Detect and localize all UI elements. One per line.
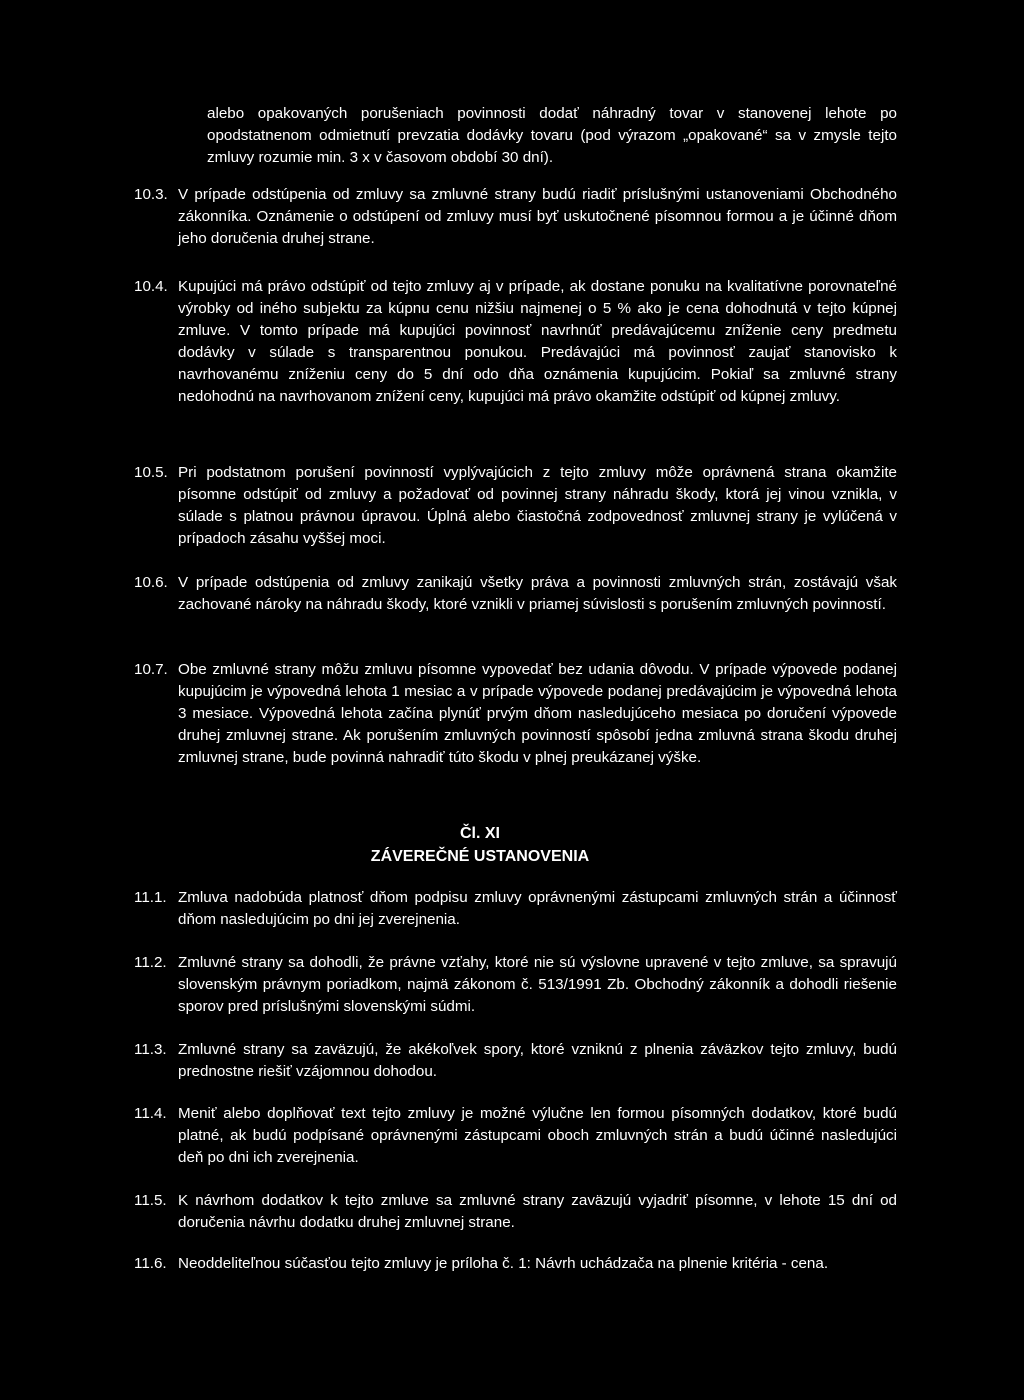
- clause-10-5: [134, 462, 897, 550]
- clause-number: 11.5.: [134, 1192, 167, 1209]
- clause-text: V prípade odstúpenia od zmluvy zanikajú všetky práva a povinnosti zmluvných strán, zostávajú však zachované nároky na náhradu škody, ktoré vznikli v priamej súvislosti s porušením zmluvných povinností.: [178, 574, 897, 613]
- clause-number: 10.6.: [134, 574, 168, 591]
- clause-text: Kupujúci má právo odstúpiť od tejto zmluvy aj v prípade, ak dostane ponuku na kvalitatívne porovnateľné výrobky od iného subjektu za kúpnu cenu nižšiu najmenej o 5 % ako je cena dohodnutá v tejto kúpnej zmluve. V tomto prípade má kupujúci povinnosť navrhnúť predávajúcemu zníženie ceny predmetu dodávky v súlade s transparentnou ponukou. Predávajúci má povinnosť zaujať stanovisko k navrhovanému zníženiu ceny do 5 dní odo dňa oznámenia kupujúcim. Pokiaľ sa zmluvné strany nedohodnú na navrhovanom znížení ceny, kupujúci má právo okamžite odstúpiť od kúpnej zmluvy.: [178, 278, 897, 405]
- clause-number: 10.4.: [134, 278, 168, 295]
- clause-number: 11.4.: [134, 1105, 167, 1122]
- clause-number: 10.3.: [134, 186, 168, 203]
- intro-paragraph: alebo opakovaných porušeniach povinnosti dodať náhradný tovar v stanovenej lehote po opodstatnenom odmietnutí prevzatia dodávky tovaru (pod výrazom „opakované“ sa v zmysle tejto zmluvy rozumie min. 3 x v časovom období 30 dní).: [207, 105, 897, 166]
- article-number: Čl. XI: [459, 825, 500, 842]
- clause-number: 11.1.: [134, 889, 167, 906]
- clause-10-3: [134, 184, 897, 250]
- clause-10-4: [134, 276, 897, 408]
- clause-text: Obe zmluvné strany môžu zmluvu písomne vypovedať bez udania dôvodu. V prípade výpovede podanej kupujúcim je výpovedná lehota 1 mesiac a v prípade výpovede podanej predávajúcim je výpovedná lehota 3 mesiace. Výpovedná lehota začína plynúť prvým dňom nasledujúceho mesiaca po doručení výpovede druhej zmluvnej strane. Ak porušením zmluvných povinností spôsobí jedna zmluvná strana škodu druhej zmluvnej strane, bude povinná nahradiť túto škodu v plnej preukázanej výške.: [178, 661, 897, 766]
- clause-number: 11.2.: [134, 954, 167, 971]
- clause-10-7: [134, 659, 897, 769]
- article-title: ZÁVEREČNÉ USTANOVENIA: [370, 848, 590, 865]
- clause-text: Zmluvné strany sa zaväzujú, že akékoľvek spory, ktoré vzniknú z plnenia záväzkov tejto zmluvy, budú prednostne riešiť vzájomnou dohodou.: [178, 1041, 897, 1080]
- clause-number: 10.7.: [134, 661, 168, 678]
- clause-number: 11.3.: [134, 1041, 167, 1058]
- clause-11-6: [134, 1253, 897, 1275]
- clause-11-2: [134, 952, 897, 1018]
- clause-text: K návrhom dodatkov k tejto zmluve sa zmluvné strany zaväzujú vyjadriť písomne, v lehote 15 dní od doručenia návrhu dodatku druhej zmluvnej strane.: [178, 1192, 897, 1231]
- clause-text: Neoddeliteľnou súčasťou tejto zmluvy je príloha č. 1: Návrh uchádzača na plnenie kritéria - cena.: [178, 1255, 829, 1272]
- clause-number: 11.6.: [134, 1255, 167, 1272]
- clause-text: V prípade odstúpenia od zmluvy sa zmluvné strany budú riadiť príslušnými ustanoveniami Obchodného zákonníka. Oznámenie o odstúpení od zmluvy musí byť uskutočnené písomnou formou a je účinné dňom jeho doručenia druhej strane.: [178, 186, 897, 247]
- clause-10-6: [134, 572, 897, 616]
- clause-text: Zmluva nadobúda platnosť dňom podpisu zmluvy oprávnenými zástupcami zmluvných strán a účinnosť dňom nasledujúcim po dni jej zverejnenia.: [178, 889, 897, 928]
- clause-text: Meniť alebo doplňovať text tejto zmluvy je možné výlučne len formou písomných dodatkov, ktoré budú platné, ak budú podpísané oprávnenými zástupcami oboch zmluvných strán a budú účinné nasledujúci deň po dni ich zverejnenia.: [178, 1105, 897, 1166]
- clause-text: Pri podstatnom porušení povinností vyplývajúcich z tejto zmluvy môže oprávnená strana okamžite písomne odstúpiť od zmluvy a požadovať od povinnej strany náhradu škody, ktorá jej vinou vznikla, v súlade s platnou právnou úpravou. Úplná alebo čiastočná zodpovednosť zmluvnej strany je vylúčená v prípadoch zásahu vyššej moci.: [178, 464, 897, 547]
- clause-11-4: [134, 1103, 897, 1169]
- clause-text: Zmluvné strany sa dohodli, že právne vzťahy, ktoré nie sú výslovne upravené v tejto zmluve, sa spravujú slovenským právnym poriadkom, najmä zákonom č. 513/1991 Zb. Obchodný zákonník a dohodli riešenie sporov pred príslušnými slovenskými súdmi.: [178, 954, 897, 1015]
- clause-number: 10.5.: [134, 464, 168, 481]
- clause-11-1: [134, 887, 897, 931]
- clause-11-3: [134, 1039, 897, 1083]
- clause-11-5: [134, 1190, 897, 1234]
